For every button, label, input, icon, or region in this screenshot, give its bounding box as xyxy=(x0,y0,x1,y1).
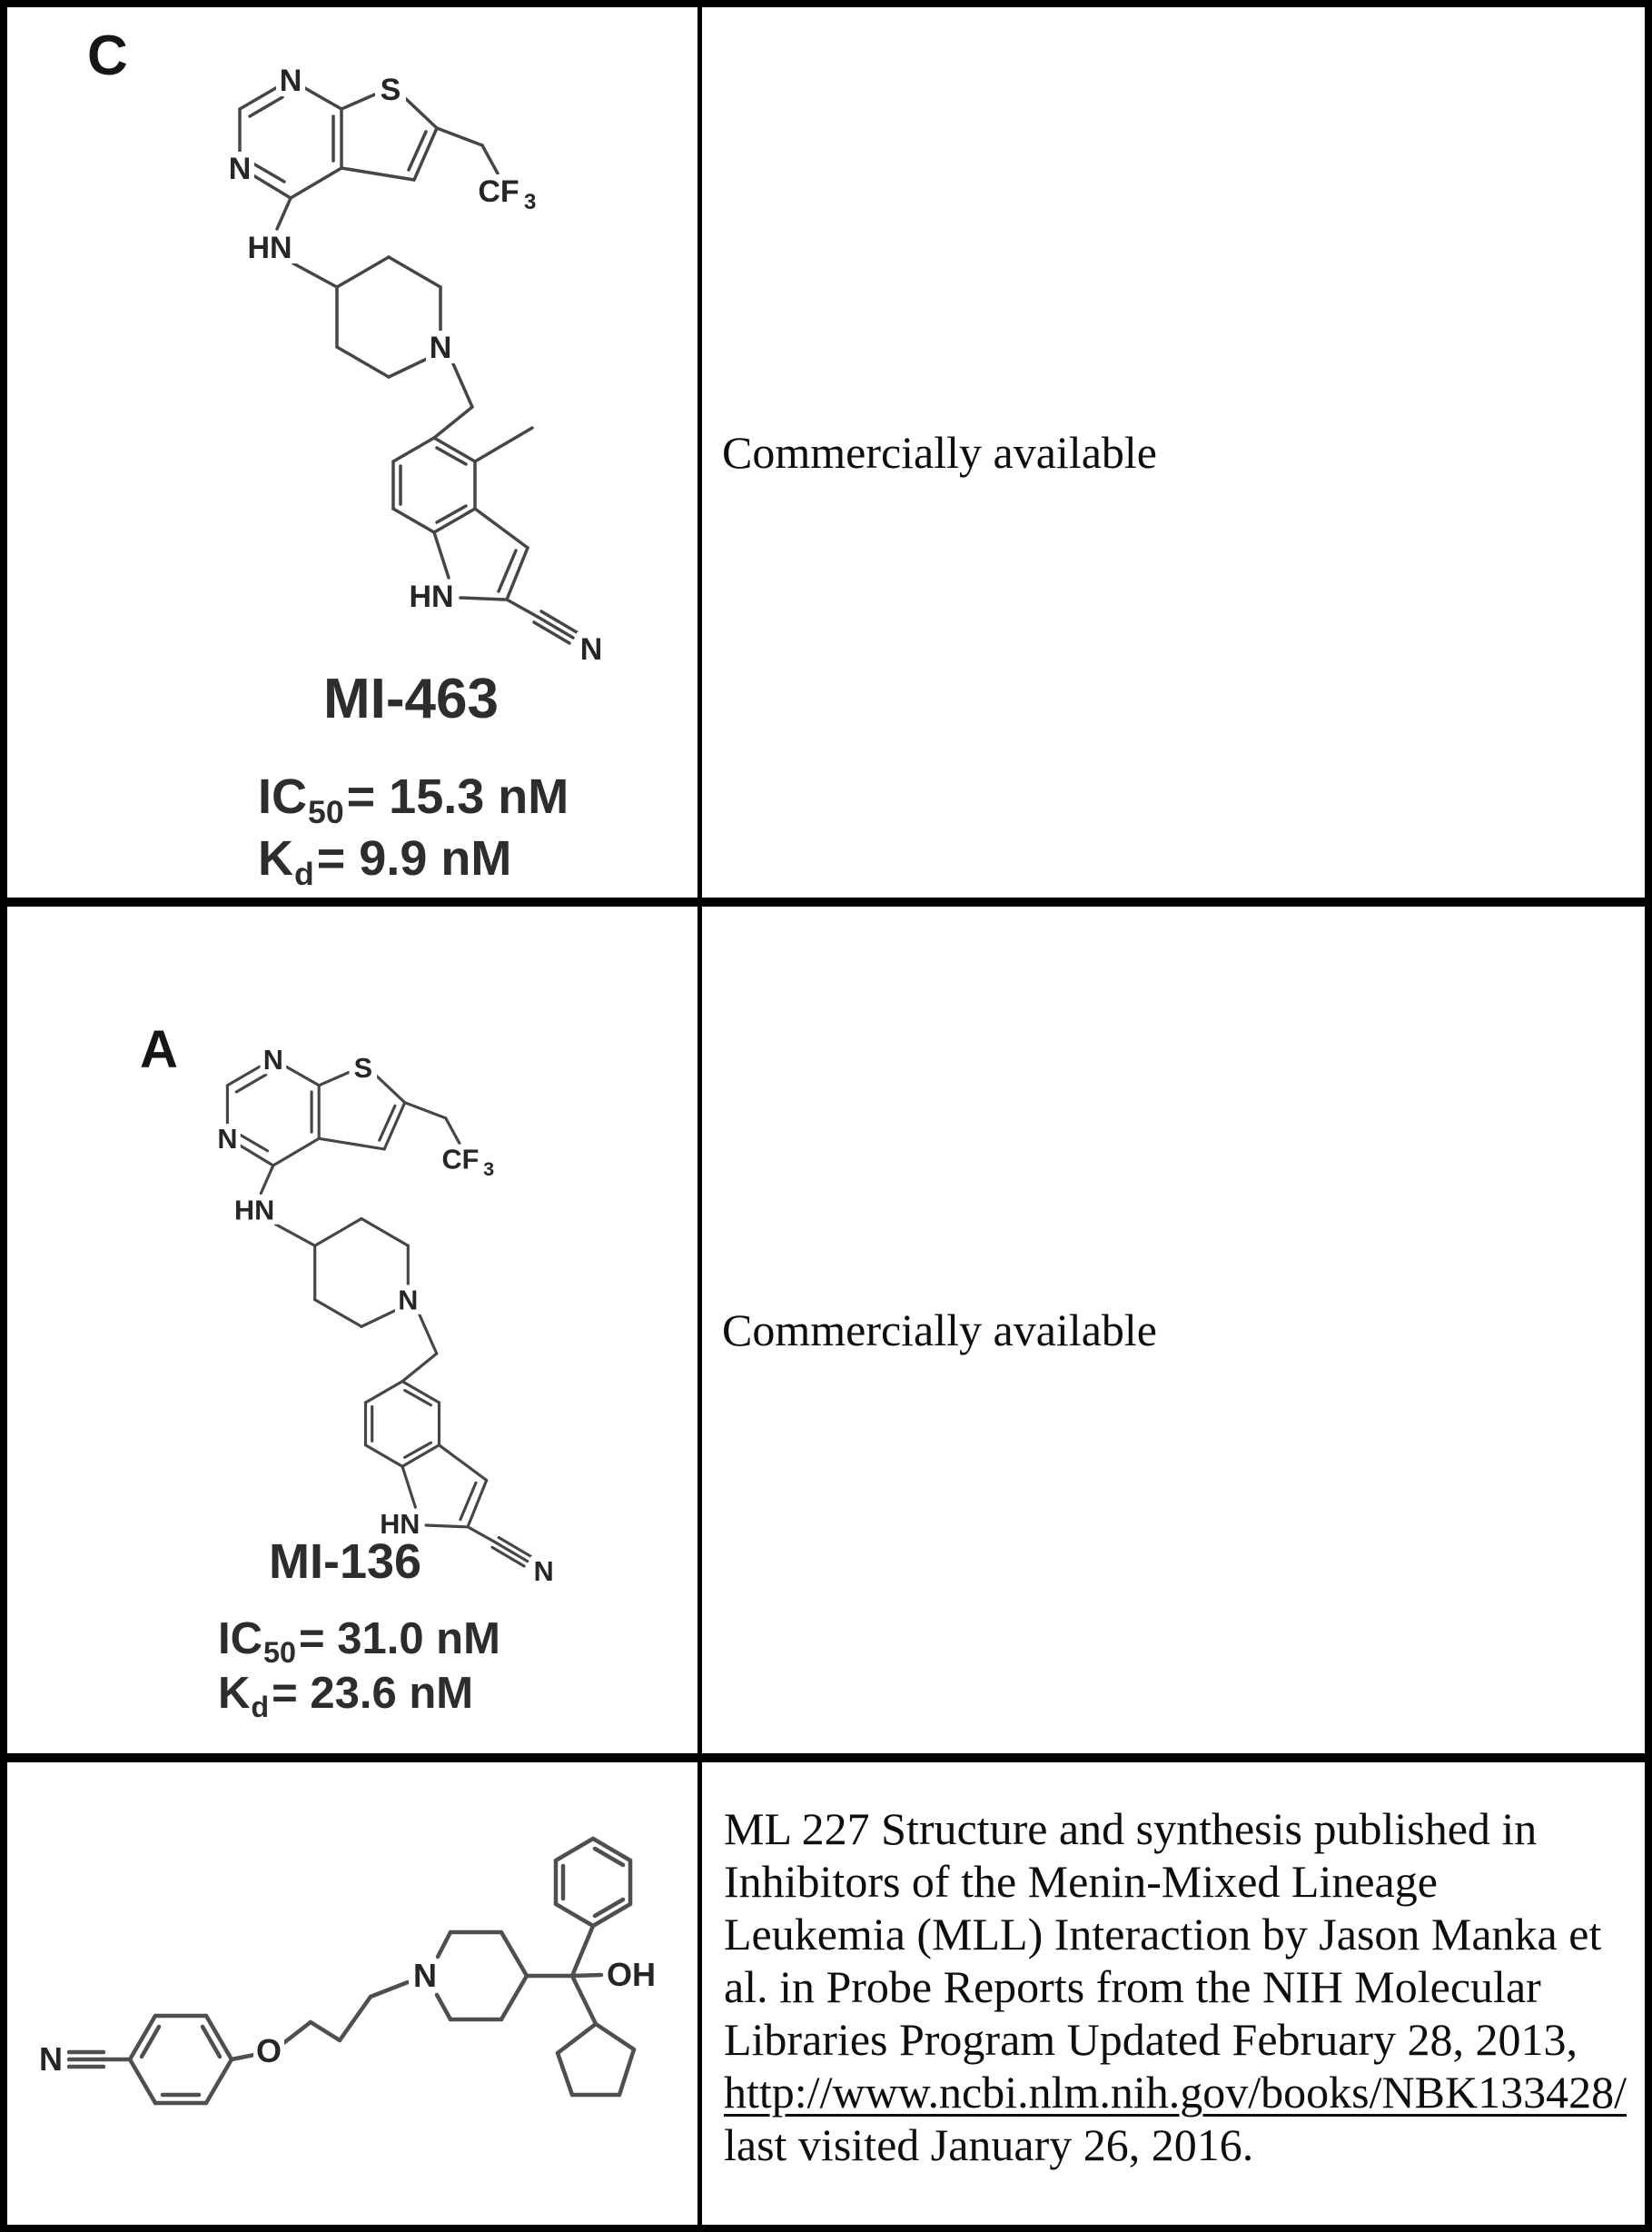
atom-n-piperidine: N xyxy=(413,1957,437,1994)
panel-label-a: A xyxy=(140,1020,178,1079)
note-line: Inhibitors of the Menin-Mixed Lineage xyxy=(724,1856,1438,1907)
atom-n-top: N xyxy=(262,1044,283,1076)
atom-oh: OH xyxy=(607,1956,656,1993)
cell-note-ml227 xyxy=(702,1762,1645,2225)
atom-s: S xyxy=(353,1052,373,1084)
ml-227-bonds xyxy=(69,1839,634,2103)
atom-hn-amine: HN xyxy=(233,1195,275,1226)
compound-name-mi136: MI-136 xyxy=(269,1534,422,1589)
cell-structure-mi463 xyxy=(7,7,702,907)
atom-n-nitrile: N xyxy=(39,2040,63,2078)
atom-n-piperidine: N xyxy=(429,331,452,365)
cell-note-mi463 xyxy=(702,7,1645,907)
ic50-value-mi463: $IC_{50}= 15.3$ nM xyxy=(258,769,569,831)
atom-cf-sub: 3 xyxy=(524,190,537,214)
atom-o-ether: O xyxy=(255,2032,282,2069)
mi-463-bonds xyxy=(240,86,577,643)
cell-structure-mi136 xyxy=(7,907,702,1762)
ml-227-structure-drawing xyxy=(7,1762,697,2221)
ic50-value-mi136: $IC_{50}= 31.0$ nM xyxy=(218,1614,500,1670)
cell-note-mi136 xyxy=(702,907,1645,1762)
atom-hn-indole: HN xyxy=(380,1509,420,1540)
note-line: Leukemia (MLL) Interaction by Jason Manka et xyxy=(724,1909,1602,1959)
availability-note: Commercially available xyxy=(722,427,1157,478)
note-line: ML 227 Structure and synthesis published in xyxy=(724,1803,1538,1854)
kd-value-mi136: $K_d= 23.6$ nM xyxy=(218,1669,474,1724)
note-url-link[interactable]: http://www.ncbi.nlm.nih.gov/books/NBK133428/ xyxy=(724,2067,1627,2118)
mi-136-bonds xyxy=(227,1065,530,1566)
mi-463-structure-drawing xyxy=(7,7,697,898)
note-line: last visited January 26, 2016. xyxy=(724,2119,1254,2170)
atom-s: S xyxy=(380,73,401,107)
atom-n-nitrile: N xyxy=(579,632,603,667)
atom-hn-amine: HN xyxy=(247,231,292,265)
atom-cf: CF xyxy=(478,174,519,209)
cell-structure-ml227 xyxy=(7,1762,702,2225)
kd-value-mi463: $K_d= 9.9$ nM xyxy=(258,831,512,893)
ml227-citation xyxy=(702,1762,1645,2171)
atom-hn-indole: HN xyxy=(409,580,454,614)
atom-n-left: N xyxy=(217,1124,238,1156)
panel-label-c: C xyxy=(87,25,128,87)
atom-cf: CF xyxy=(441,1144,480,1176)
note-line: Libraries Program Updated February 28, 2013, xyxy=(724,2014,1578,2065)
atom-cf-sub: 3 xyxy=(483,1156,495,1180)
compound-name-mi463: MI-463 xyxy=(323,668,499,730)
atom-n-nitrile: N xyxy=(533,1556,554,1588)
atom-n-left: N xyxy=(228,152,252,186)
availability-note: Commercially available xyxy=(722,1304,1157,1355)
atom-n-piperidine: N xyxy=(398,1285,419,1316)
note-line: al. in Probe Reports from the NIH Molecular xyxy=(724,1961,1541,2012)
atom-n-top: N xyxy=(279,64,302,98)
